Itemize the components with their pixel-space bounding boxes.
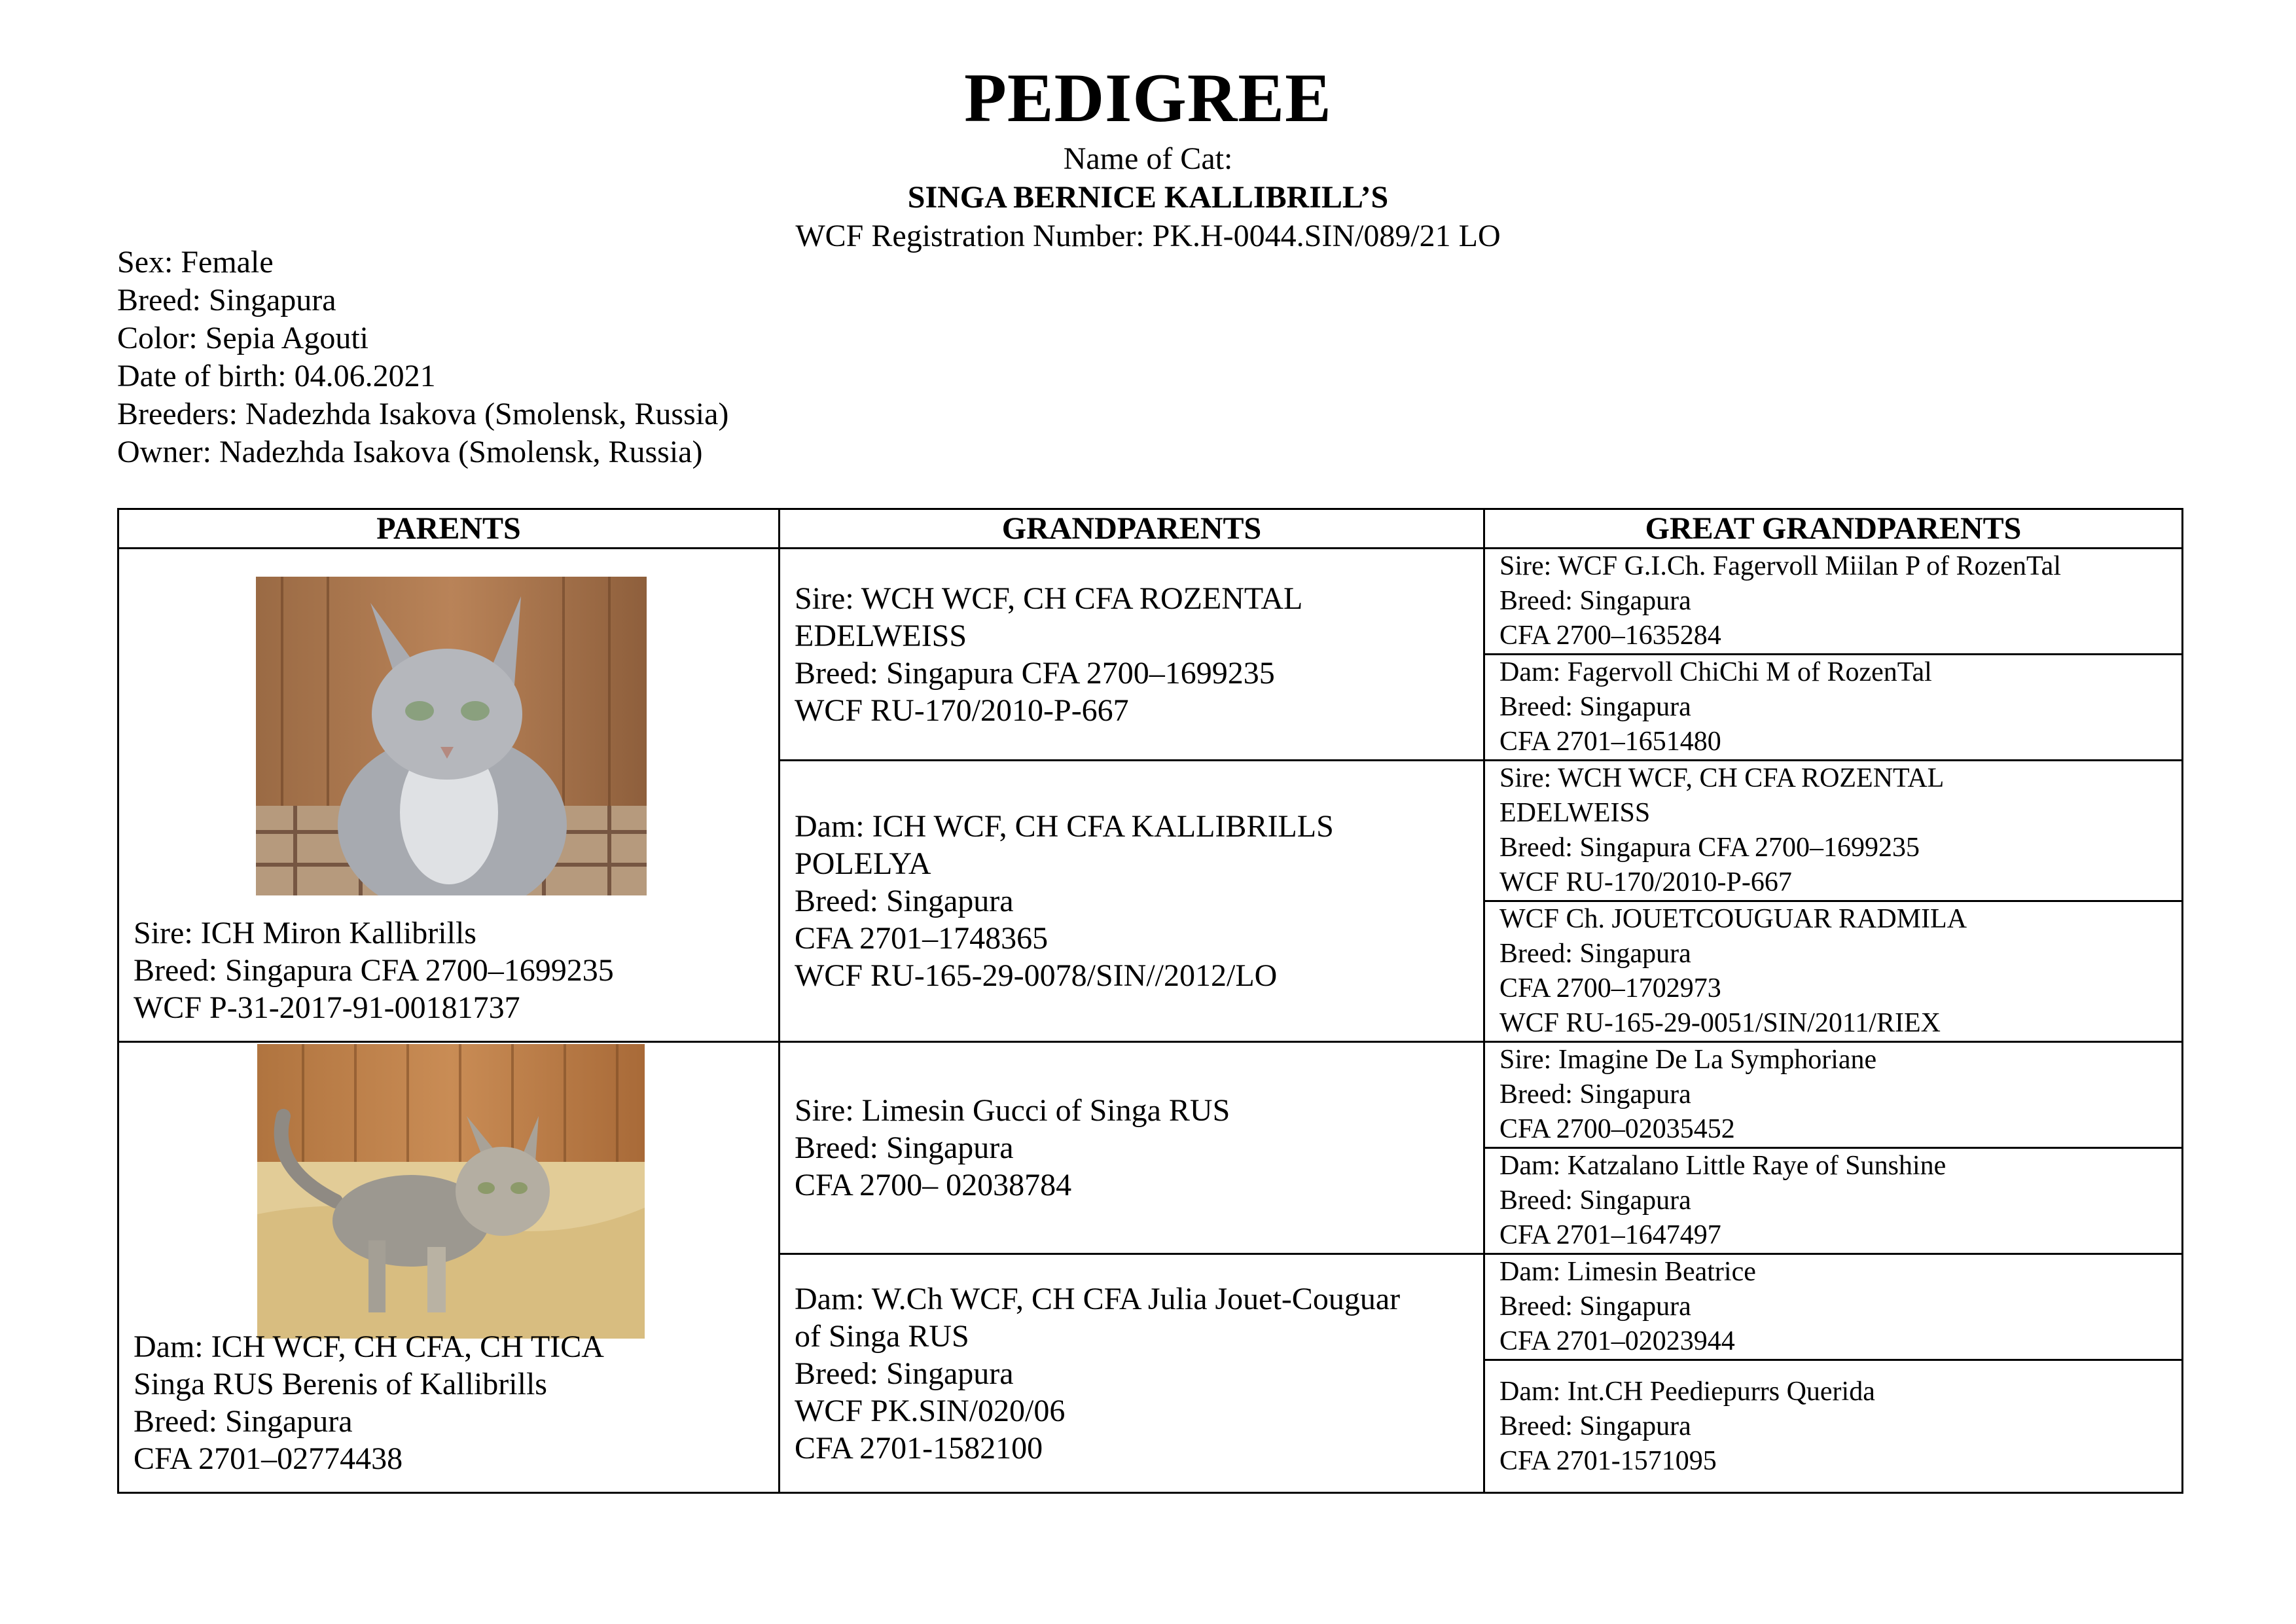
great-grandparent-cell-5 xyxy=(1484,1042,2183,1148)
info-breeders: Breeders: Nadezhda Isakova (Smolensk, Russia) xyxy=(117,397,729,431)
sire-details xyxy=(134,914,614,1026)
ggp-line: CFA 2701–1651480 xyxy=(1499,727,1721,757)
ggp-line: Dam: Limesin Beatrice xyxy=(1499,1257,1756,1287)
info-sex: Sex: Female xyxy=(117,245,274,280)
info-dob: Date of birth: 04.06.2021 xyxy=(117,359,436,393)
grandparent-line: CFA 2700– 02038784 xyxy=(795,1168,1072,1202)
cat-info xyxy=(117,244,728,471)
ggp-line: CFA 2701–1647497 xyxy=(1499,1220,1721,1250)
grandparent-line: Sire: WCH WCF, CH CFA ROZENTAL xyxy=(795,581,1303,616)
grandparent-line: WCF PK.SIN/020/06 xyxy=(795,1393,1066,1428)
info-color: Color: Sepia Agouti xyxy=(117,321,368,355)
ggp-line: Dam: Katzalano Little Raye of Sunshine xyxy=(1499,1151,1946,1181)
grandparent-cell-2 xyxy=(780,761,1484,1042)
grandparent-cell-3 xyxy=(780,1042,1484,1254)
ggp-line: Breed: Singapura xyxy=(1499,1079,1691,1110)
great-grandparent-cell-3 xyxy=(1484,761,2183,901)
grandparent-line: CFA 2701–1748365 xyxy=(795,921,1049,956)
grandparent-line: WCF RU-165-29-0078/SIN//2012/LO xyxy=(795,958,1278,993)
ggp-line: Breed: Singapura CFA 2700–1699235 xyxy=(1499,833,1920,863)
great-grandparent-cell-2 xyxy=(1484,655,2183,761)
ggp-line: CFA 2700–1702973 xyxy=(1499,973,1721,1003)
ggp-line: Breed: Singapura xyxy=(1499,692,1691,722)
sire-photo xyxy=(256,577,647,895)
column-header-great-grandparents: GREAT GRANDPARENTS xyxy=(1484,509,2183,549)
grandparent-line: of Singa RUS xyxy=(795,1318,969,1354)
grandparent-line: Breed: Singapura xyxy=(795,1130,1014,1165)
info-owner: Owner: Nadezhda Isakova (Smolensk, Russia) xyxy=(117,435,703,469)
grandparent-line: CFA 2701-1582100 xyxy=(795,1430,1043,1466)
grandparent-line: WCF RU-170/2010-P-667 xyxy=(795,693,1129,728)
name-label: Name of Cat: xyxy=(1063,141,1233,176)
sire-line: Breed: Singapura CFA 2700–1699235 xyxy=(134,953,614,988)
page-title: PEDIGREE xyxy=(964,60,1332,136)
sire-line: Sire: ICH Miron Kallibrills xyxy=(134,916,476,950)
ggp-line: CFA 2701-1571095 xyxy=(1499,1445,1717,1476)
grandparent-line: Sire: Limesin Gucci of Singa RUS xyxy=(795,1093,1230,1128)
ggp-line: Breed: Singapura xyxy=(1499,939,1691,969)
grandparent-line: Dam: ICH WCF, CH CFA KALLIBRILLS xyxy=(795,809,1334,844)
great-grandparent-cell-7 xyxy=(1484,1254,2183,1360)
dam-line: CFA 2701–02774438 xyxy=(134,1441,403,1476)
sire-line: WCF P-31-2017-91-00181737 xyxy=(134,990,520,1025)
great-grandparent-cell-4 xyxy=(1484,901,2183,1042)
grandparent-line: POLELYA xyxy=(795,846,931,881)
great-grandparent-cell-1 xyxy=(1484,549,2183,655)
grandparent-cell-4 xyxy=(780,1254,1484,1493)
table-header-row xyxy=(118,509,2183,549)
column-header-grandparents: GRANDPARENTS xyxy=(780,509,1484,549)
ggp-line: EDELWEISS xyxy=(1499,798,1651,828)
ggp-line: Dam: Int.CH Peediepurrs Querida xyxy=(1499,1376,1875,1407)
ggp-line: CFA 2701–02023944 xyxy=(1499,1326,1735,1356)
ggp-line: Sire: WCH WCF, CH CFA ROZENTAL xyxy=(1499,763,1945,793)
ggp-line: CFA 2700–02035452 xyxy=(1499,1114,1735,1144)
column-header-parents: PARENTS xyxy=(118,509,780,549)
cat-name: SINGA BERNICE KALLIBRILL’S xyxy=(907,180,1389,215)
parent-sire-cell xyxy=(118,549,780,1042)
great-grandparent-cell-8 xyxy=(1484,1360,2183,1493)
ggp-line: CFA 2700–1635284 xyxy=(1499,621,1721,651)
ggp-line: WCF RU-170/2010-P-667 xyxy=(1499,867,1792,897)
dam-details xyxy=(134,1328,604,1477)
ggp-line: Dam: Fagervoll ChiChi M of RozenTal xyxy=(1499,657,1932,687)
pedigree-table xyxy=(117,508,2183,1494)
grandparent-cell-1 xyxy=(780,549,1484,761)
ggp-line: WCF Ch. JOUETCOUGUAR RADMILA xyxy=(1499,904,1967,934)
dam-line: Breed: Singapura xyxy=(134,1404,353,1439)
dam-photo xyxy=(257,1044,645,1339)
grandparent-line: Dam: W.Ch WCF, CH CFA Julia Jouet-Couguar xyxy=(795,1281,1401,1316)
dam-line: Dam: ICH WCF, CH CFA, CH TICA xyxy=(134,1329,604,1364)
dam-line: Singa RUS Berenis of Kallibrills xyxy=(134,1367,547,1401)
ggp-line: Sire: Imagine De La Symphoriane xyxy=(1499,1045,1877,1075)
grandparent-line: Breed: Singapura CFA 2700–1699235 xyxy=(795,655,1275,691)
grandparent-line: Breed: Singapura xyxy=(795,884,1014,918)
ggp-line: Breed: Singapura xyxy=(1499,1411,1691,1441)
document-header xyxy=(0,56,2296,255)
ggp-line: WCF RU-165-29-0051/SIN/2011/RIEX xyxy=(1499,1008,1941,1038)
parent-dam-cell xyxy=(118,1042,780,1493)
info-breed: Breed: Singapura xyxy=(117,283,336,317)
ggp-line: Sire: WCF G.I.Ch. Fagervoll Miilan P of RozenTal xyxy=(1499,551,2061,581)
grandparent-line: Breed: Singapura xyxy=(795,1356,1014,1391)
ggp-line: Breed: Singapura xyxy=(1499,1185,1691,1216)
registration-number: WCF Registration Number: PK.H-0044.SIN/089/21 LO xyxy=(795,219,1501,253)
grandparent-line: EDELWEISS xyxy=(795,618,967,653)
great-grandparent-cell-6 xyxy=(1484,1148,2183,1254)
ggp-line: Breed: Singapura xyxy=(1499,586,1691,616)
ggp-line: Breed: Singapura xyxy=(1499,1291,1691,1322)
